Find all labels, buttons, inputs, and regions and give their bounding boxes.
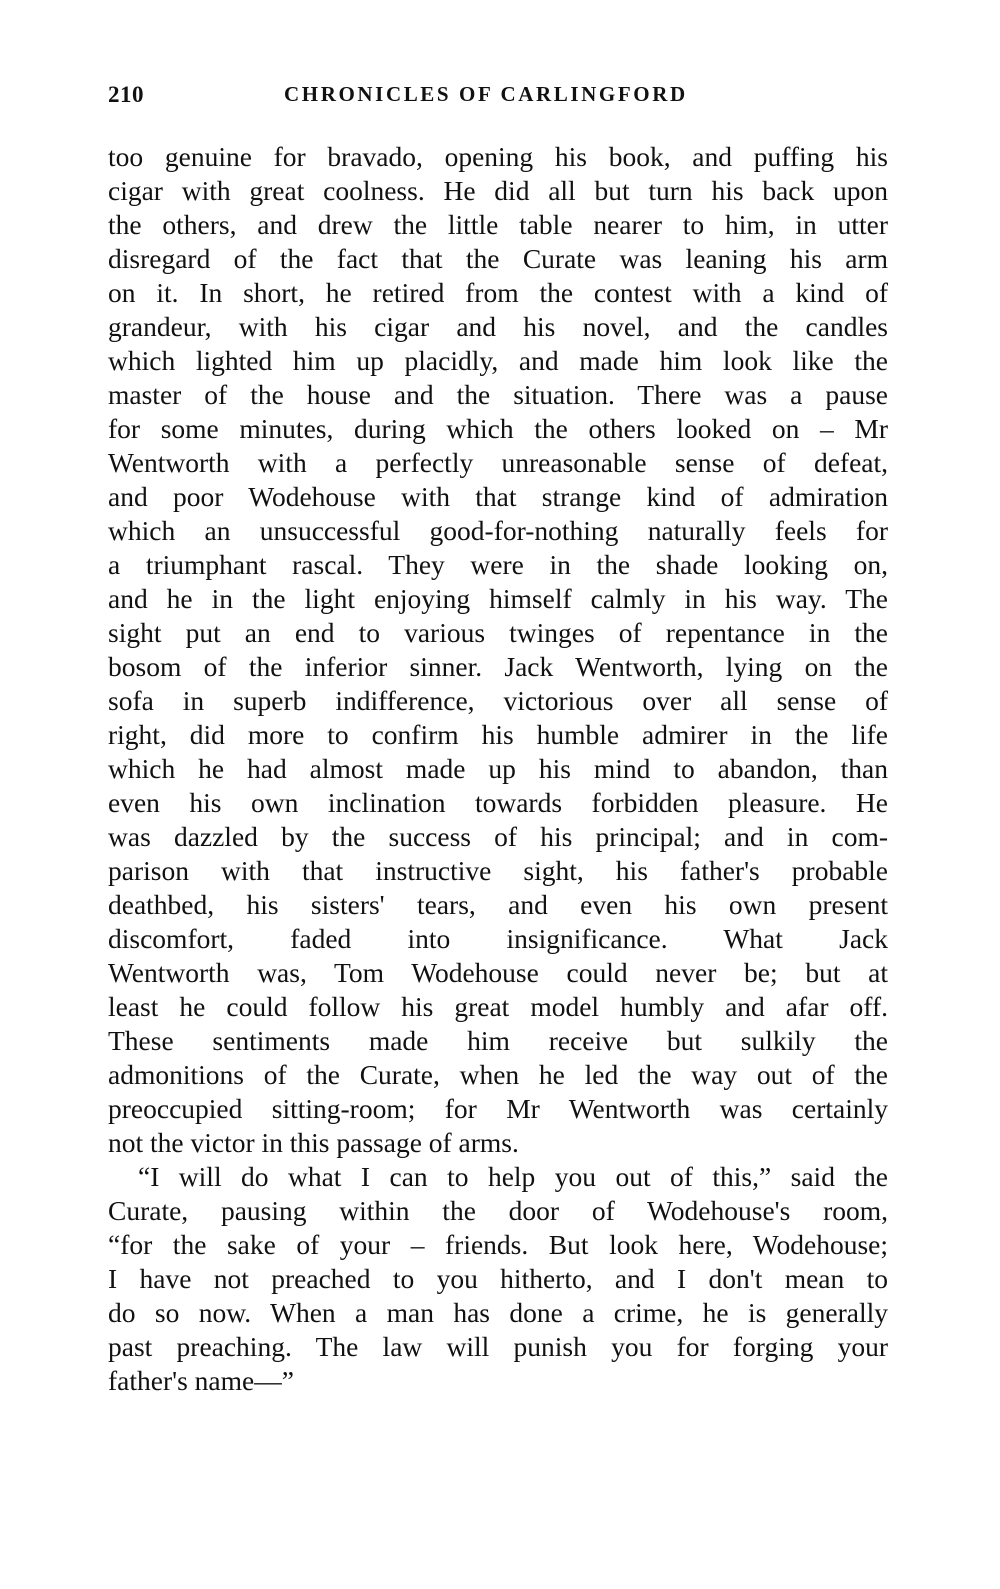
- text-line: the others, and drew the little table nearer to him, in utter: [108, 209, 888, 240]
- text-line: disregard of the fact that the Curate was leaning his arm: [108, 243, 888, 274]
- text-line: bosom of the inferior sinner. Jack Wentworth, lying on the: [108, 651, 888, 682]
- text-line: grandeur, with his cigar and his novel, and the candles: [108, 311, 888, 342]
- text-line: Wentworth was, Tom Wodehouse could never be; but at: [108, 957, 888, 988]
- text-line: master of the house and the situation. There was a pause: [108, 379, 888, 410]
- text-line: parison with that instructive sight, his father's probable: [108, 855, 888, 886]
- running-head: [108, 82, 888, 116]
- text-line: preoccupied sitting-room; for Mr Wentworth was certainly: [108, 1093, 888, 1124]
- text-line: Wentworth with a perfectly unreasonable sense of defeat,: [108, 447, 888, 478]
- text-line: father's name—”: [108, 1365, 294, 1396]
- text-line: too genuine for bravado, opening his book, and puffing his: [108, 141, 888, 172]
- text-line: and he in the light enjoying himself calmly in his way. The: [108, 583, 888, 614]
- text-line: sofa in superb indifference, victorious over all sense of: [108, 685, 888, 716]
- text-line: discomfort, faded into insignificance. What Jack: [108, 923, 888, 954]
- text-line: “I will do what I can to help you out of this,” said the: [138, 1161, 888, 1192]
- text-line: sight put an end to various twinges of repentance in the: [108, 617, 888, 648]
- body-text: [108, 140, 888, 1398]
- text-line: a triumphant rascal. They were in the shade looking on,: [108, 549, 888, 580]
- text-line: These sentiments made him receive but sulkily the: [108, 1025, 888, 1056]
- paragraph-1: [108, 140, 888, 1160]
- text-line: Curate, pausing within the door of Wodehouse's room,: [108, 1195, 888, 1226]
- text-line: I have not preached to you hitherto, and I don't mean to: [108, 1263, 888, 1294]
- paragraph-2: [108, 1160, 888, 1398]
- text-line: past preaching. The law will punish you for forging your: [108, 1331, 888, 1362]
- text-line: “for the sake of your – friends. But look here, Wodehouse;: [108, 1229, 888, 1260]
- text-line: admonitions of the Curate, when he led the way out of the: [108, 1059, 888, 1090]
- text-line: which he had almost made up his mind to abandon, than: [108, 753, 888, 784]
- text-line: not the victor in this passage of arms.: [108, 1127, 519, 1158]
- text-line: which an unsuccessful good-for-nothing naturally feels for: [108, 515, 888, 546]
- text-line: and poor Wodehouse with that strange kind of admiration: [108, 481, 888, 512]
- text-line: which lighted him up placidly, and made him look like the: [108, 345, 888, 376]
- text-line: deathbed, his sisters' tears, and even his own present: [108, 889, 888, 920]
- text-line: for some minutes, during which the others looked on – Mr: [108, 413, 888, 444]
- text-line: least he could follow his great model humbly and afar off.: [108, 991, 888, 1022]
- book-title: CHRONICLES OF CARLINGFORD: [284, 82, 688, 106]
- text-line: do so now. When a man has done a crime, he is generally: [108, 1297, 888, 1328]
- text-line: on it. In short, he retired from the contest with a kind of: [108, 277, 888, 308]
- page-number: 210: [108, 82, 144, 107]
- text-line: right, did more to confirm his humble admirer in the life: [108, 719, 888, 750]
- text-line: cigar with great coolness. He did all but turn his back upon: [108, 175, 888, 206]
- text-line: even his own inclination towards forbidden pleasure. He: [108, 787, 888, 818]
- text-line: was dazzled by the success of his principal; and in com-: [108, 821, 888, 852]
